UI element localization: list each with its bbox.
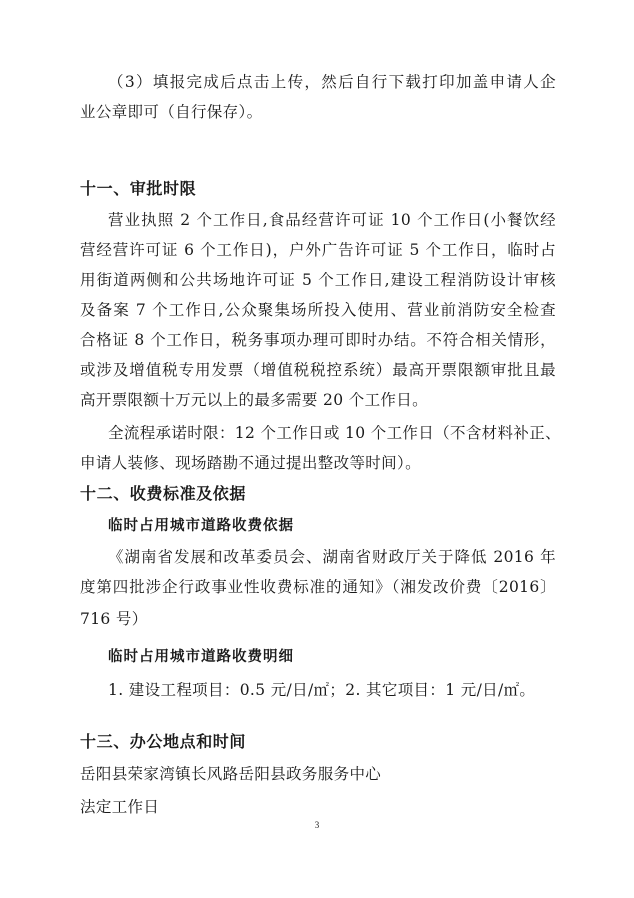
paragraph-line: 或涉及增值税专用发票（增值税税控系统）最高开票限额审批且最 [80, 361, 556, 379]
paragraph-line: 高开票限额十万元以上的最多需要 20 个工作日。 [80, 391, 428, 409]
paragraph-line: 1. 建设工程项目：0.5 元/日/㎡；2. 其它项目：1 元/日/㎡。 [108, 681, 536, 699]
paragraph-line: 业公章即可（自行保存）。 [80, 103, 263, 121]
paragraph-line: 营经营许可证 6 个工作日)，户外广告许可证 5 个工作日，临时占 [80, 241, 556, 259]
paragraph-line: 合格证 8 个工作日，税务事项办理可即时办结。不符合相关情形， [80, 331, 556, 349]
office-address: 岳阳县荣家湾镇长风路岳阳县政务服务中心 [80, 765, 382, 783]
paragraph-line: 营业执照 2 个工作日,食品经营许可证 10 个工作日(小餐饮经 [108, 211, 556, 229]
office-hours: 法定工作日 [80, 798, 160, 816]
paragraph-line: 全流程承诺时限：12 个工作日或 10 个工作日（不含材料补正、 [108, 424, 561, 442]
paragraph-line: 用街道两侧和公共场地许可证 5 个工作日,建设工程消防设计审核 [80, 271, 556, 289]
section-heading: 十三、办公地点和时间 [80, 732, 247, 751]
paragraph-line: 《湖南省发展和改革委员会、湖南省财政厅关于降低 2016 年 [108, 548, 556, 566]
paragraph-line: 716 号） [80, 610, 148, 628]
paragraph-line: 申请人装修、现场踏勘不通过提出整改等时间）。 [80, 454, 421, 472]
subsection-heading: 临时占用城市道路收费依据 [108, 518, 294, 534]
subsection-heading: 临时占用城市道路收费明细 [108, 649, 294, 665]
paragraph-line: （3）填报完成后点击上传，然后自行下载打印加盖申请人企 [108, 73, 556, 91]
page-number: 3 [314, 820, 320, 830]
paragraph-line: 度第四批涉企行政事业性收费标准的通知》（湘发改价费〔2016〕 [80, 578, 556, 596]
section-heading: 十一、审批时限 [80, 179, 197, 198]
section-heading: 十二、收费标准及依据 [80, 484, 247, 503]
paragraph-line: 及备案 7 个工作日,公众聚集场所投入使用、营业前消防安全检查 [80, 301, 556, 319]
